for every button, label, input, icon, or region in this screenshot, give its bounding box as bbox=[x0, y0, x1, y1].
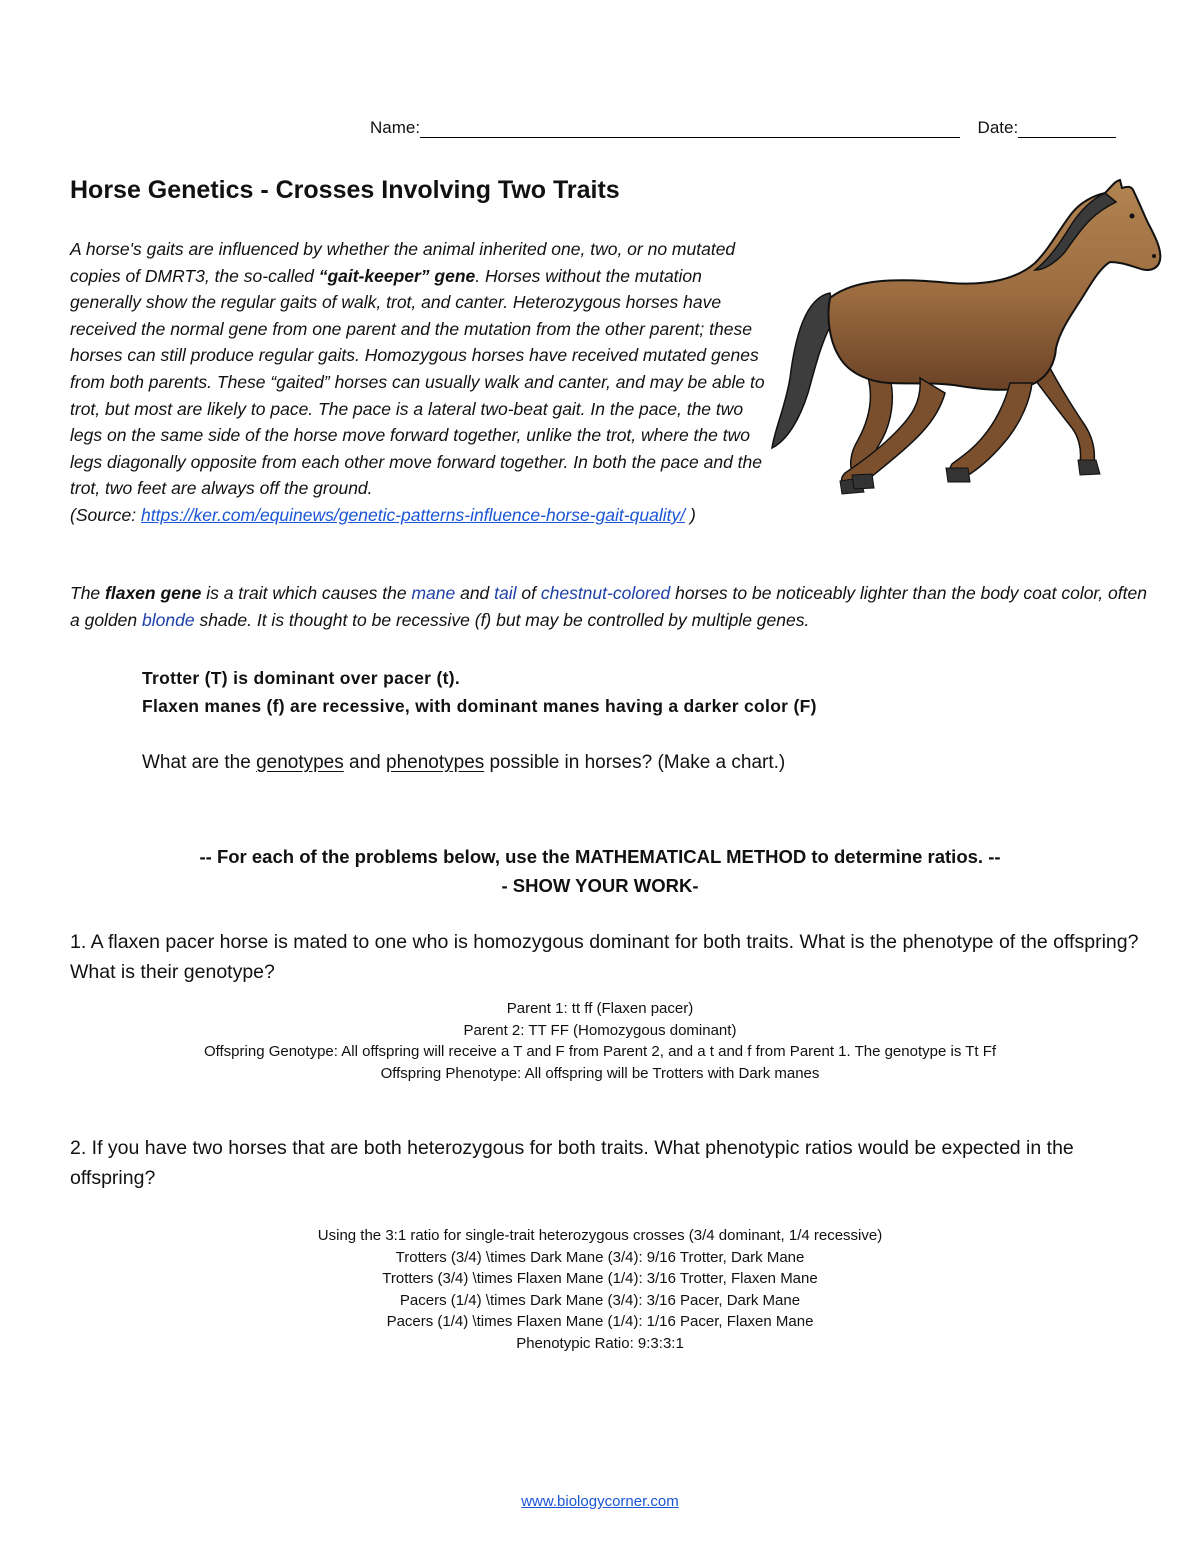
source-suffix: ) bbox=[685, 504, 696, 525]
answer-line: Pacers (1/4) \times Dark Mane (3/4): 3/16 Pacer, Dark Mane bbox=[399, 1291, 801, 1309]
flaxen-rule: Flaxen manes (f) are recessive, with dominant manes having a darker color (F) bbox=[142, 696, 817, 716]
name-blank[interactable] bbox=[420, 119, 960, 138]
answer-line: Trotters (3/4) \times Flaxen Mane (1/4): 3/16 Trotter, Flaxen Mane bbox=[382, 1270, 818, 1287]
footer bbox=[0, 1493, 1200, 1510]
source-prefix: (Source: bbox=[70, 504, 141, 525]
date-blank[interactable] bbox=[1018, 119, 1116, 138]
date-label: Date: bbox=[977, 118, 1019, 137]
question-text: and bbox=[343, 752, 387, 773]
dominance-rules bbox=[142, 664, 817, 720]
blonde-link[interactable]: blonde bbox=[142, 610, 195, 630]
tail-link[interactable]: tail bbox=[494, 583, 517, 603]
flaxen-text: is a trait which causes the bbox=[201, 583, 412, 603]
problem-2-question: 2. If you have two horses that are both heterozygous for both traits. What phenotypic ratios would be expected in the offspring? bbox=[70, 1137, 1074, 1189]
instructions bbox=[0, 842, 1200, 900]
flaxen-text: and bbox=[455, 583, 495, 603]
answer-line: Pacers (1/4) \times Flaxen Mane (1/4): 1/16 Pacer, Flaxen Mane bbox=[386, 1313, 814, 1330]
instructions-line-2: - SHOW YOUR WORK- bbox=[501, 875, 699, 896]
page-title: Horse Genetics - Crosses Involving Two Traits bbox=[70, 176, 620, 204]
source-link[interactable]: https://ker.com/equinews/genetic-patterns-influence-horse-gait-quality/ bbox=[141, 504, 686, 525]
problem-1-answer bbox=[0, 998, 1200, 1084]
answer-line: Parent 2: TT FF (Homozygous dominant) bbox=[463, 1021, 737, 1039]
horse-icon bbox=[760, 178, 1165, 508]
horse-illustration bbox=[760, 178, 1165, 508]
instructions-line-1: -- For each of the problems below, use the MATHEMATICAL METHOD to determine ratios. -- bbox=[199, 846, 1001, 867]
intro-text-2: . Horses without the mutation generally show the regular gaits of walk, trot, and canter. Heterozygous horses have received the normal gene from one parent and the mutation from the other parent; these horses can still produce regular gaits. Homozygous horses have received mutated genes from both parents. These “gaited” horses can usually walk and canter, and may be able to trot, but most are likely to pace. The pace is a lateral two-beat gait. In the pace, the two legs on the same side of the horse move forward together, unlike the trot, where the two legs diagonally opposite from each other move forward together. In both the pace and the trot, two feet are always off the ground. bbox=[70, 265, 765, 499]
intro-text-1: A horse's gaits are influenced by whether the animal inherited one, two, or no mutated copies of DMRT3, the so-called bbox=[70, 239, 736, 286]
answer-line: Parent 1: tt ff (Flaxen pacer) bbox=[506, 1000, 694, 1017]
footer-link[interactable]: www.biologycorner.com bbox=[521, 1493, 679, 1510]
mane-link[interactable]: mane bbox=[411, 583, 456, 603]
answer-line: Phenotypic Ratio: 9:3:3:1 bbox=[516, 1334, 684, 1352]
answer-line: Offspring Genotype: All offspring will receive a T and F from Parent 2, and a t and f from Parent 1. The genotype is Tt Ff bbox=[203, 1043, 997, 1060]
answer-line: Using the 3:1 ratio for single-trait heterozygous crosses (3/4 dominant, 1/4 recessive) bbox=[317, 1227, 883, 1244]
problem-1-question: 1. A flaxen pacer horse is mated to one who is homozygous dominant for both traits. What is the phenotype of the offspring? What is their genotype? bbox=[70, 931, 1139, 983]
genotypes-term: genotypes bbox=[256, 752, 344, 773]
flaxen-text: shade. It is thought to be recessive (f) but may be controlled by multiple genes. bbox=[194, 610, 810, 630]
question-text: possible in horses? (Make a chart.) bbox=[484, 752, 786, 773]
flaxen-text: The bbox=[70, 583, 106, 603]
phenotypes-term: phenotypes bbox=[386, 752, 485, 773]
intro-paragraph bbox=[70, 236, 770, 529]
name-label: Name: bbox=[370, 118, 421, 137]
flaxen-gene-term: flaxen gene bbox=[105, 583, 202, 603]
gait-keeper-term: “gait-keeper” gene bbox=[318, 265, 476, 286]
flaxen-paragraph bbox=[70, 580, 1150, 634]
name-date-row bbox=[370, 118, 1140, 138]
flaxen-text: horses to be noticeably lighter than the body coat color, often a golden bbox=[70, 583, 1147, 630]
problem-2-answer bbox=[0, 1225, 1200, 1354]
question-text: What are the bbox=[142, 752, 257, 773]
answer-line: Offspring Phenotype: All offspring will be Trotters with Dark manes bbox=[380, 1064, 820, 1082]
chestnut-link[interactable]: chestnut-colored bbox=[540, 583, 671, 603]
trotter-rule: Trotter (T) is dominant over pacer (t). bbox=[142, 668, 460, 688]
flaxen-text: of bbox=[516, 583, 541, 603]
answer-line: Trotters (3/4) \times Dark Mane (3/4): 9/16 Trotter, Dark Mane bbox=[395, 1248, 805, 1266]
chart-question bbox=[142, 752, 785, 774]
